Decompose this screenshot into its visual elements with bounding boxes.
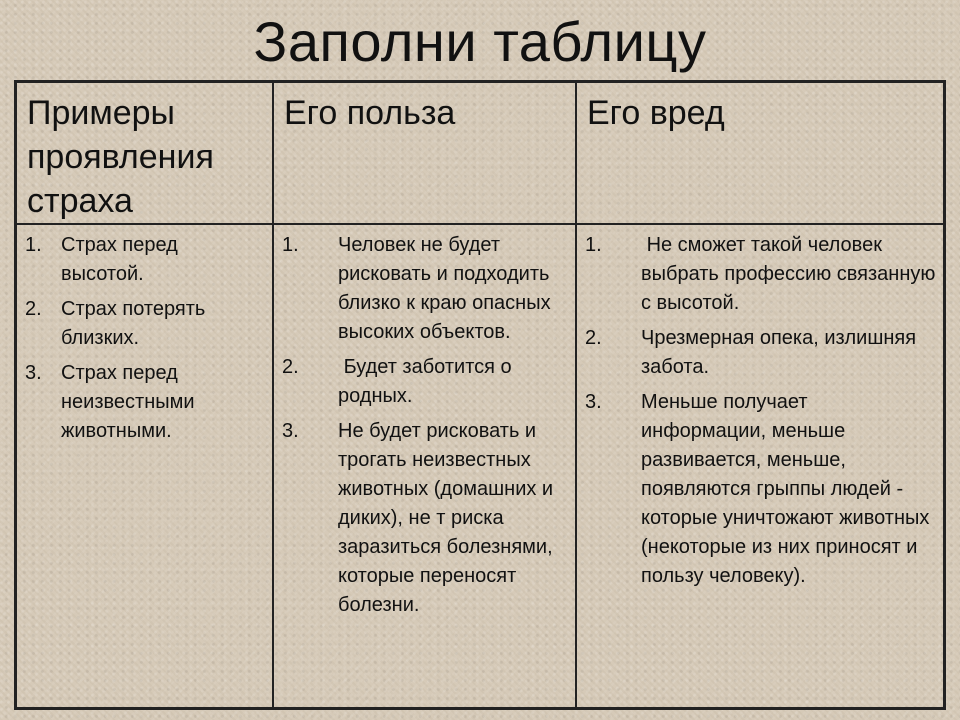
list-item <box>585 231 941 318</box>
item-text: Будет заботится о родных. <box>338 356 518 407</box>
item-text: Страх перед неизвестными животными. <box>61 362 195 442</box>
header-cell-examples: Примеры проявления страха <box>17 83 274 225</box>
item-text: Человек не будет рисковать и подходить близко к краю опасных высоких объектов. <box>338 234 551 343</box>
list-item <box>585 388 937 591</box>
item-number: 2. <box>25 298 42 320</box>
item-number: 2. <box>585 327 602 349</box>
item-number: 3. <box>25 362 42 384</box>
list-item <box>25 295 266 353</box>
item-number: 3. <box>282 420 299 442</box>
list-item <box>282 353 569 411</box>
page-title: Заполни таблицу <box>253 10 707 73</box>
item-text: Страх перед высотой. <box>61 234 178 285</box>
column-benefit <box>274 225 577 707</box>
column-harm <box>577 225 943 707</box>
list-item <box>282 417 569 620</box>
item-number: 3. <box>585 391 602 413</box>
list-item <box>25 359 266 446</box>
list-item <box>282 231 569 347</box>
header-cell-benefit: Его польза <box>274 83 577 225</box>
item-number: 2. <box>282 356 299 378</box>
item-text: Меньше получает информации, меньше развивается, меньше, появляются грыппы людей - которые уничтожают животных (некоторые из них приносят и пользу человеку). <box>641 391 930 587</box>
list-item <box>585 324 937 382</box>
item-text: Не сможет такой человек выбрать профессию связанную с высотой. <box>641 234 941 314</box>
list-item <box>25 231 266 289</box>
column-examples <box>17 225 274 707</box>
item-number: 1. <box>25 234 42 256</box>
item-text: Не будет рисковать и трогать неизвестных животных (домашних и диких), не т риска заразиться болезнями, которые переносят болезни. <box>338 420 554 616</box>
fear-table <box>14 80 946 710</box>
item-number: 1. <box>585 234 602 256</box>
header-cell-harm: Его вред <box>577 83 943 225</box>
item-text: Чрезмерная опека, излишняя забота. <box>641 327 917 378</box>
item-text: Страх потерять близких. <box>61 298 206 349</box>
item-number: 1. <box>282 234 299 256</box>
